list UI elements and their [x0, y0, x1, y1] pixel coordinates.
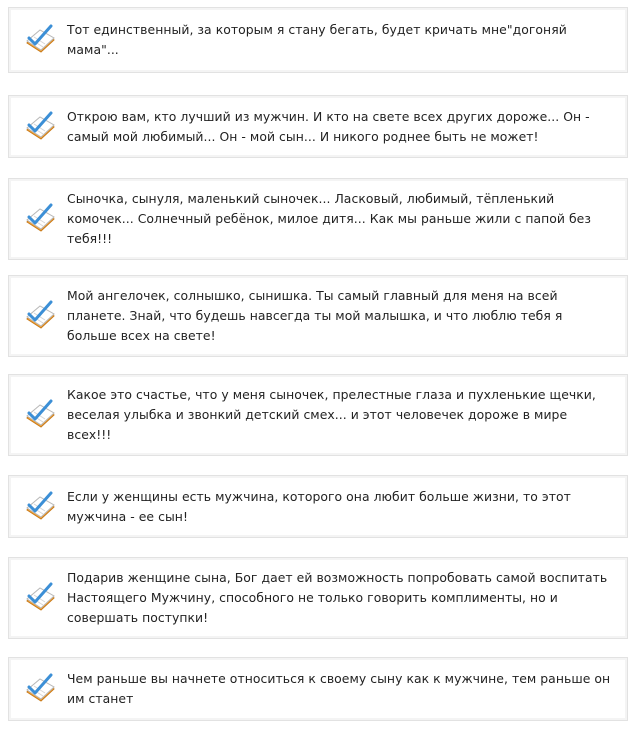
quote-text: Тот единственный, за которым я стану бегать, будет кричать мне"догоняй мама"... — [67, 22, 567, 57]
quote-text: Какое это счастье, что у меня сыночек, прелестные глаза и пухленькие щечки, веселая улыбка и звонкий детский смех... и этот человечек дороже в мире всех!!! — [67, 387, 596, 442]
quote-text: Если у женщины есть мужчина, которого она любит больше жизни, то этот мужчина - ее сын! — [67, 488, 571, 524]
quote-card — [8, 275, 628, 357]
notepad-pencil-icon — [23, 110, 57, 144]
notepad-pencil-icon — [23, 299, 57, 333]
quote-card — [8, 657, 628, 721]
notepad-pencil-icon — [23, 581, 57, 615]
quote-text: Подарив женщине сына, Бог дает ей возможность попробовать самой воспитать Настоящего Мужчину, способного не только говорить комплименты, но и совершать поступки! — [67, 570, 608, 625]
notepad-pencil-icon — [23, 23, 57, 57]
notepad-pencil-icon — [23, 398, 57, 432]
quote-text: Открою вам, кто лучший из мужчин. И кто на свете всех других дороже... Он - самый мой любимый... Он - мой сын... И никого роднее быть не может! — [67, 108, 590, 144]
quote-card — [8, 475, 628, 538]
quote-text: Чем раньше вы начнете относиться к своему сыну как к мужчине, тем раньше он им станет — [67, 671, 611, 706]
quote-card — [8, 7, 628, 73]
notepad-pencil-icon — [23, 202, 57, 236]
quote-text: Сыночка, сынуля, маленький сыночек... Ласковый, любимый, тёпленький комочек... Солнечный ребёнок, милое дитя... Как мы раньше жили с папой без тебя!!! — [67, 191, 591, 246]
quote-text: Мой ангелочек, солнышко, сынишка. Ты самый главный для меня на всей планете. Знай, что будешь навсегда ты мой малышка, и что люблю тебя я больше всех на свете! — [67, 288, 563, 343]
notepad-pencil-icon — [23, 490, 57, 524]
quote-card — [8, 95, 628, 158]
quote-card — [8, 178, 628, 260]
quote-card — [8, 557, 628, 639]
quote-card — [8, 374, 628, 456]
notepad-pencil-icon — [23, 672, 57, 706]
